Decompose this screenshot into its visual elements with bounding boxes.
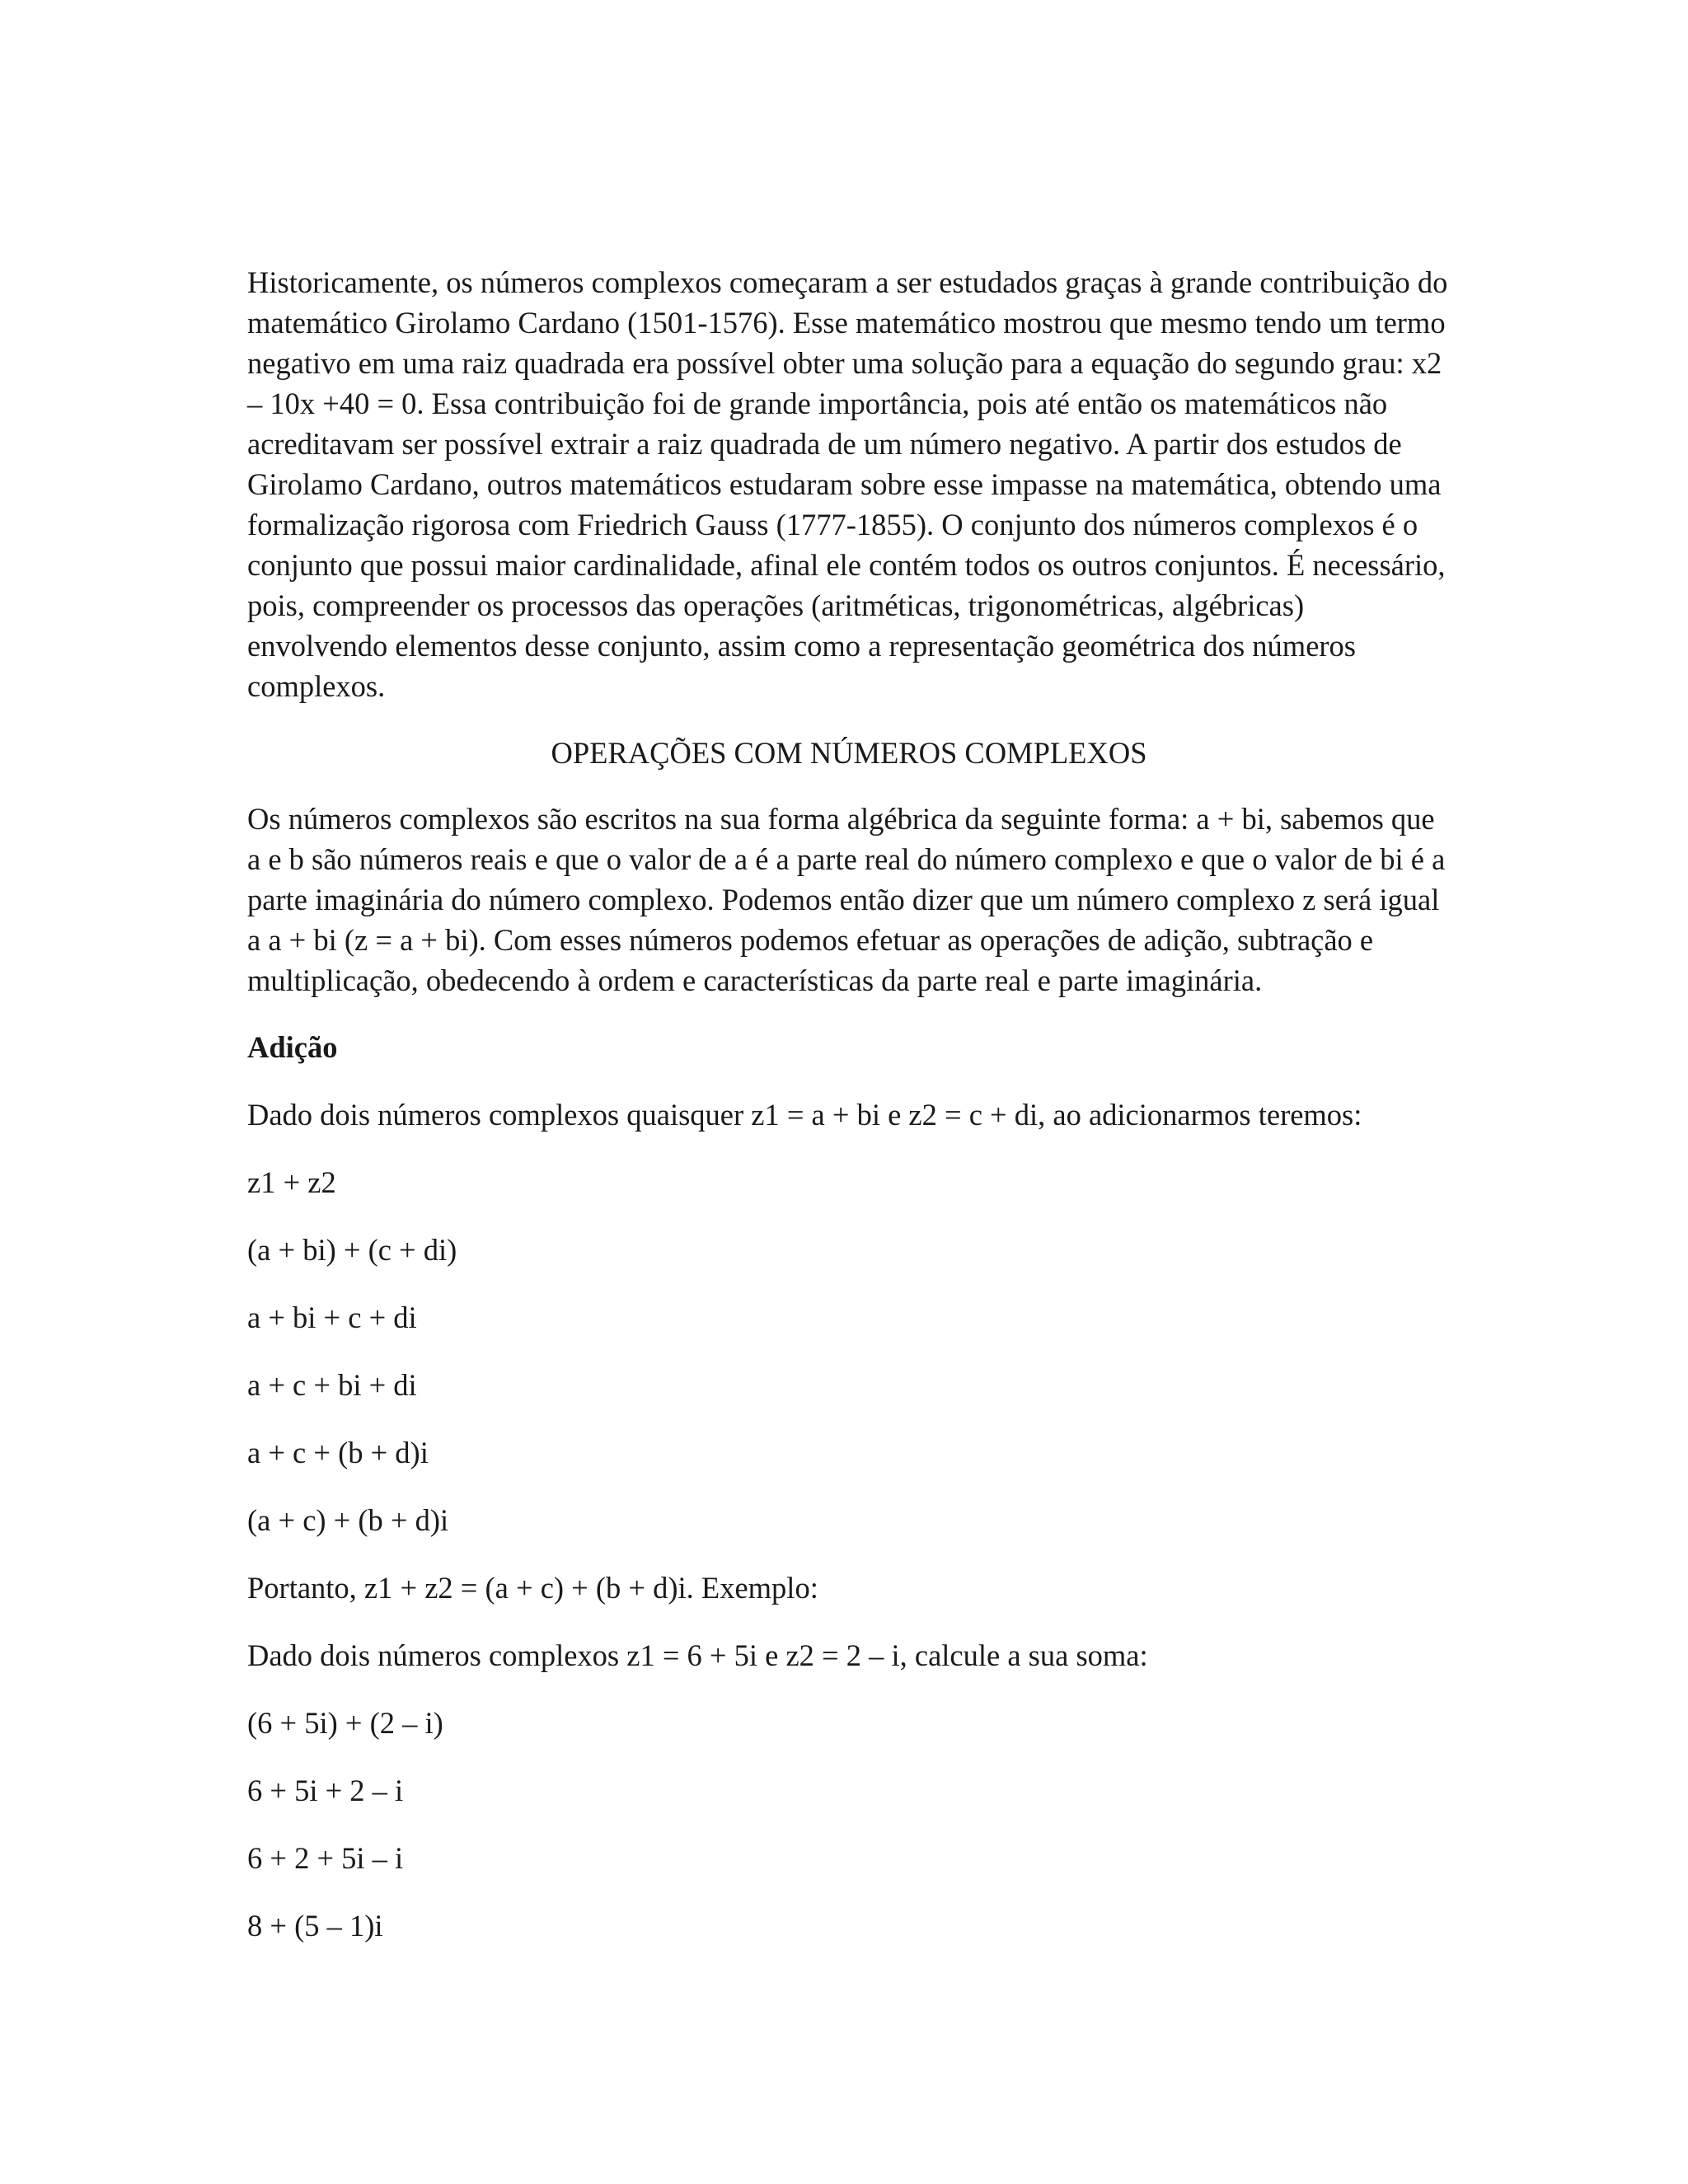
text-line: 8 + (5 – 1)i [247,1909,383,1943]
text-line: 6 + 5i + 2 – i [247,1774,404,1807]
text-line: z1 + z2 [247,1165,336,1199]
text-line: 6 + 2 + 5i – i [247,1841,404,1875]
section-title: OPERAÇÕES COM NÚMEROS COMPLEXOS [551,736,1147,770]
text-line: a + c + (b + d)i [247,1436,429,1469]
text-line: (a + c) + (b + d)i [247,1503,449,1537]
section-intro-paragraph: Os números complexos são escritos na sua forma algébrica da seguinte forma: a + bi, sabemos que a e b são números reais e que o valor de a é a parte real do número complexo e que o valor de bi é a parte imaginária do número complexo. Podemos então dizer que um número complexo z será igual a a + bi (z = a + bi). Com esses números podemos efetuar as operações de adição, subtração e multiplicação, obedecendo à ordem e características da parte real e parte imaginária. [247,802,1446,997]
subheading-adicao: Adição [247,1030,338,1064]
text-line: Dado dois números complexos z1 = 6 + 5i e z2 = 2 – i, calcule a sua soma: [247,1638,1148,1672]
text-line: a + bi + c + di [247,1301,417,1334]
text-line: Dado dois números complexos quaisquer z1 = a + bi e z2 = c + di, ao adicionarmos teremos: [247,1098,1362,1132]
text-line: a + c + bi + di [247,1368,417,1402]
intro-paragraph: Historicamente, os números complexos começaram a ser estudados graças à grande contribuição do matemático Girolamo Cardano (1501-1576). Esse matemático mostrou que mesmo tendo um termo negativo em uma raiz quadrada era possível obter uma solução para a equação do segundo grau: x2 – 10x +40 = 0. Essa contribuição foi de grande importância, pois até então os matemáticos não acreditavam ser possível extrair a raiz quadrada de um número negativo. A partir dos estudos de Girolamo Cardano, outros matemáticos estudaram sobre esse impasse na matemática, obtendo uma formalização rigorosa com Friedrich Gauss (1777-1855). O conjunto dos números complexos é o conjunto que possui maior cardinalidade, afinal ele contém todos os outros conjuntos. É necessário, pois, compreender os processos das operações (aritméticas, trigonométricas, algébricas) envolvendo elementos desse conjunto, assim como a representação geométrica dos números complexos. [247,265,1448,703]
adicao-lines [247,1094,1451,1946]
document-page [247,262,1451,1973]
text-line: (a + bi) + (c + di) [247,1233,457,1267]
text-line: Portanto, z1 + z2 = (a + c) + (b + d)i. Exemplo: [247,1571,818,1605]
text-line: (6 + 5i) + (2 – i) [247,1706,443,1740]
